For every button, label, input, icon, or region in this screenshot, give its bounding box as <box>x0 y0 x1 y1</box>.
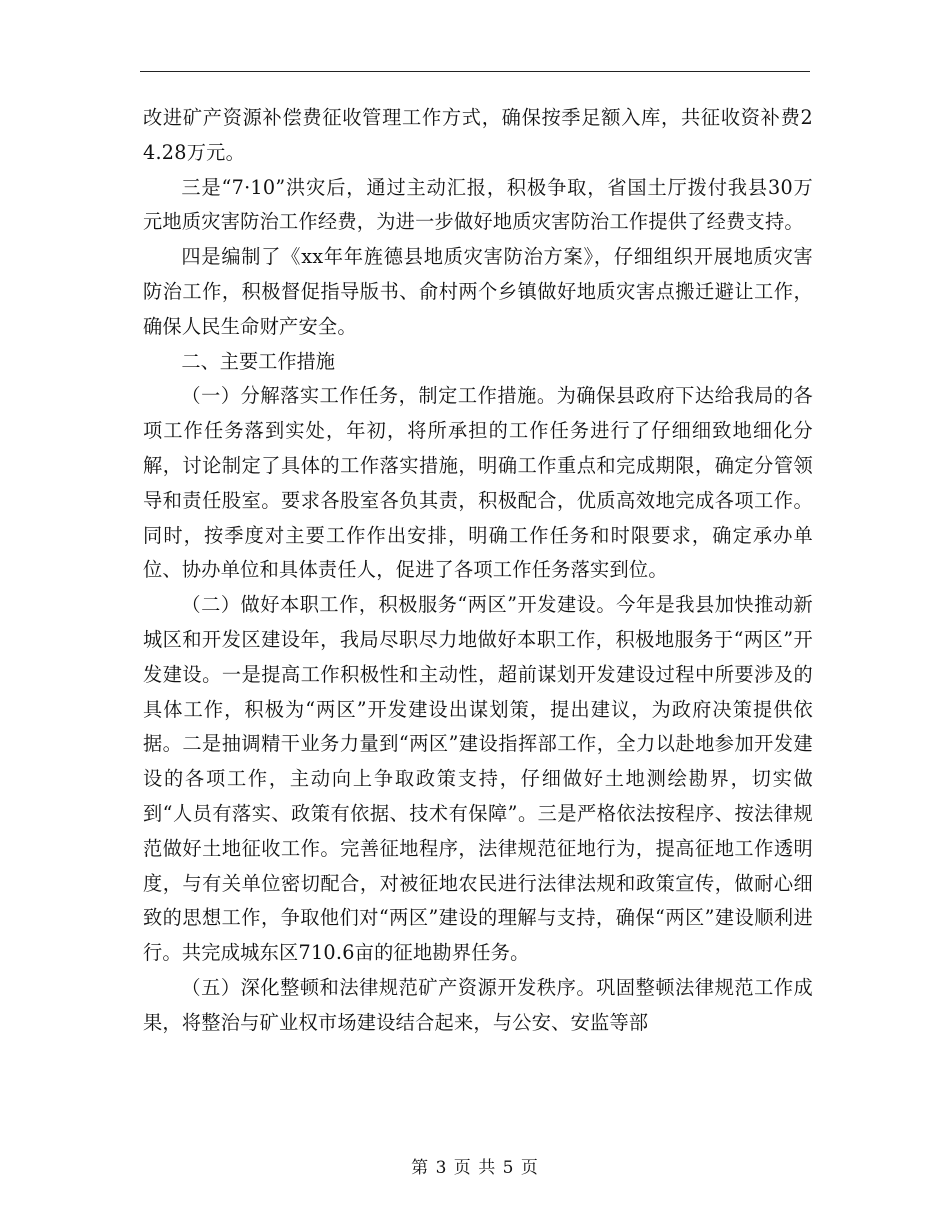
document-body <box>143 101 813 1041</box>
paragraph-measure-2: （二）做好本职工作，积极服务“两区”开发建设。今年是我县加快推动新城区和开发区建设年，我局尽职尽力地做好本职工作，积极地服务于“两区”开发建设。一是提高工作积极性和主动性，超前谋划开发建设过程中所要涉及的具体工作，积极为“两区”开发建设出谋划策，提出建议，为政府决策提供依据。二是抽调精干业务力量到“两区”建设指挥部工作，全力以赴地参加开发建设的各项工作，主动向上争取政策支持，仔细做好土地测绘勘界，切实做到“人员有落实、政策有依据、技术有保障”。三是严格依法按程序、按法律规范做好土地征收工作。完善征地程序，法律规范征地行为，提高征地工作透明度，与有关单位密切配合，对被征地农民进行法律法规和政策宣传，做耐心细致的思想工作，争取他们对“两区”建设的理解与支持，确保“两区”建设顺利进行。共完成城东区710.6亩的征地勘界任务。 <box>143 593 813 965</box>
paragraph-continued: 改进矿产资源补偿费征收管理工作方式，确保按季足额入库，共征收资补费24.28万元。 <box>143 106 813 164</box>
paragraph-measure-1: （一）分解落实工作任务，制定工作措施。为确保县政府下达给我局的各项工作任务落到实处，年初，将所承担的工作任务进行了仔细细致地细化分解，讨论制定了具体的工作落实措施，明确工作重点和完成期限，确定分管领导和责任股室。要求各股室各负其责，积极配合，优质高效地完成各项工作。同时，按季度对主要工作作出安排，明确工作任务和时限要求，确定承办单位、协办单位和具体责任人，促进了各项工作任务落实到位。 <box>143 384 813 582</box>
paragraph-measure-5: （五）深化整顿和法律规范矿产资源开发秩序。巩固整顿法律规范工作成果，将整治与矿业权市场建设结合起来，与公安、安监等部 <box>143 975 813 1034</box>
paragraph-prevention-plan: 四是编制了《xx年年旌德县地质灾害防治方案》，仔细组织开展地质灾害防治工作，积极督促指导版书、俞村两个乡镇做好地质灾害点搬迁避让工作，确保人民生命财产安全。 <box>143 245 813 338</box>
section-heading: 二、主要工作措施 <box>181 349 335 373</box>
page-number-footer: 第 3 页 共 5 页 <box>411 1158 539 1178</box>
header-rule <box>140 71 810 72</box>
paragraph-disaster-funding: 三是“7·10”洪灾后，通过主动汇报，积极争取，省国土厅拨付我县30万元地质灾害防治工作经费，为进一步做好地质灾害防治工作提供了经费支持。 <box>143 175 813 234</box>
